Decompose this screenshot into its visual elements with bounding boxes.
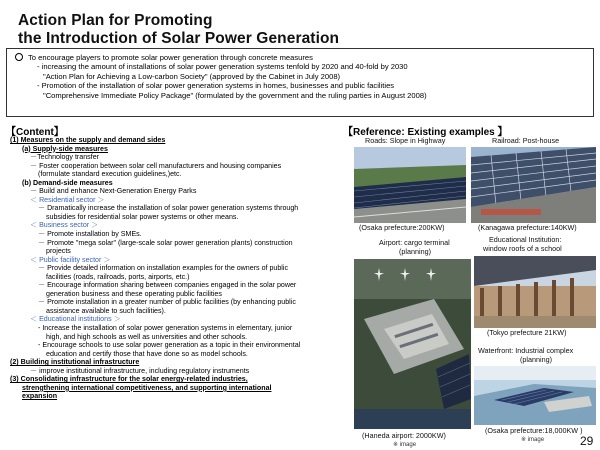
objective-bullet-2: - Promotion of the installation of solar power generation systems in homes, businesses and public facilities — [37, 81, 395, 91]
content-line: － improve institutional infrastructure, including regulatory instruments — [30, 366, 250, 375]
content-line: - Increase the installation of solar power generation systems in elementary, junior — [38, 324, 293, 333]
water-label-2: (planning) — [520, 355, 552, 364]
content-line: generation business and these operating public facilities — [46, 289, 222, 298]
reference-heading: 【Reference: Existing examples 】 — [343, 127, 508, 138]
page-number: 29 — [580, 434, 594, 448]
roads-photo — [354, 147, 466, 223]
content-line: - Encourage schools to use solar power generation as a topic in their environmental — [38, 341, 301, 350]
title-line-1: Action Plan for Promoting — [18, 12, 213, 29]
roads-caption: (Osaka prefecture:200KW) — [359, 223, 445, 232]
content-line: ＜ Business sector ＞ — [30, 221, 99, 230]
water-label-1: Waterfront: Industrial complex — [478, 346, 574, 355]
objective-box — [6, 48, 594, 117]
airport-caption: (Haneda airport: 2000KW) — [362, 431, 446, 440]
airport-label-2: (planning) — [399, 247, 431, 256]
slide-title — [18, 12, 339, 48]
edu-label-1: Educational Institution: — [489, 235, 562, 244]
title-line-2: the Introduction of Solar Power Generation — [18, 30, 340, 47]
content-line: ＜ Residential sector ＞ — [30, 195, 105, 204]
objective-bullet-1-sub: "Action Plan for Achieving a Low-carbon Society" (approved by the Cabinet in July 2008) — [43, 71, 341, 81]
content-line: ＜ Educational institutions ＞ — [30, 315, 121, 324]
content-line: － Promote "mega solar" (large-scale solar power generation plants) construction — [38, 238, 293, 247]
content-line: subsidies for residential solar power systems or other means. — [46, 212, 239, 221]
circle-bullet-icon — [15, 53, 23, 61]
content-line: expansion — [22, 392, 58, 401]
waterfront-photo — [474, 366, 596, 425]
content-line: (a) Supply-side measures — [22, 144, 108, 153]
content-line: education and certify those that have done so as model schools. — [46, 349, 248, 358]
objective-bullet-2-sub: "Comprehensive Immediate Policy Package" (formulated by the government and the ruling parties in August 2008) — [43, 90, 427, 100]
content-line: (2) Building institutional infrastructure — [10, 358, 140, 367]
content-line: － Dramatically increase the installation of solar power generation systems through — [38, 204, 299, 213]
airport-photo — [354, 259, 471, 429]
content-line: － Encourage information sharing between companies engaged in the solar power — [38, 281, 297, 290]
content-line: projects — [46, 247, 71, 256]
education-photo — [474, 256, 596, 328]
airport-image-note: ※ image — [393, 442, 417, 448]
objective-bullet-1: - increasing the amount of installations of solar power generation systems tenfold by 2020 and 40-fold by 2030 — [37, 62, 408, 72]
edu-label-2: window roofs of a school — [483, 244, 562, 253]
content-heading: 【Content】 — [6, 127, 64, 138]
railroad-caption: (Kanagawa prefecture:140KW) — [478, 223, 577, 232]
content-line: (3) Consolidating infrastructure for the solar energy-related industries, — [10, 375, 248, 384]
content-line: facilities (roads, railroads, ports, airports, etc.) — [46, 272, 190, 281]
railroad-photo — [471, 147, 596, 223]
content-line: － Provide detailed information on installation examples for the owners of public — [38, 264, 288, 273]
content-line: －Technology transfer — [30, 153, 100, 162]
content-line: (1) Measures on the supply and demand sides — [10, 136, 166, 144]
content-line: (formulate standard execution guidelines,)etc. — [38, 170, 182, 179]
roads-label: Roads: Slope in Highway — [365, 136, 446, 145]
content-line: － Build and enhance Next-Generation Energy Parks — [30, 187, 197, 196]
content-line: － Foster cooperation between solar cell manufacturers and housing companies — [30, 161, 282, 170]
content-line: － Promote installation in a greater number of public facilities (by enhancing public — [38, 298, 296, 307]
edu-caption: (Tokyo prefecture 21KW) — [487, 328, 567, 337]
objective-lead: To encourage players to promote solar power generation through concrete measures — [15, 53, 587, 62]
content-line: (b) Demand-side measures — [22, 178, 113, 187]
content-line: assistance available to such facilities). — [46, 306, 166, 315]
content-line: ＜ Public facility sector ＞ — [30, 255, 111, 264]
content-line: strengthening international competitiveness, and supporting international — [22, 383, 272, 392]
water-caption: (Osaka prefecture:18,000KW ) — [485, 426, 583, 435]
airport-label-1: Airport: cargo terminal — [379, 238, 450, 247]
content-line: high, and high schools as well as universities and other schools. — [46, 332, 248, 341]
railroad-label: Railroad: Post-house — [492, 136, 560, 145]
content-line: － Promote installation by SMEs. — [38, 230, 142, 239]
water-image-note: ※ image — [521, 437, 545, 443]
content-list — [10, 136, 355, 401]
